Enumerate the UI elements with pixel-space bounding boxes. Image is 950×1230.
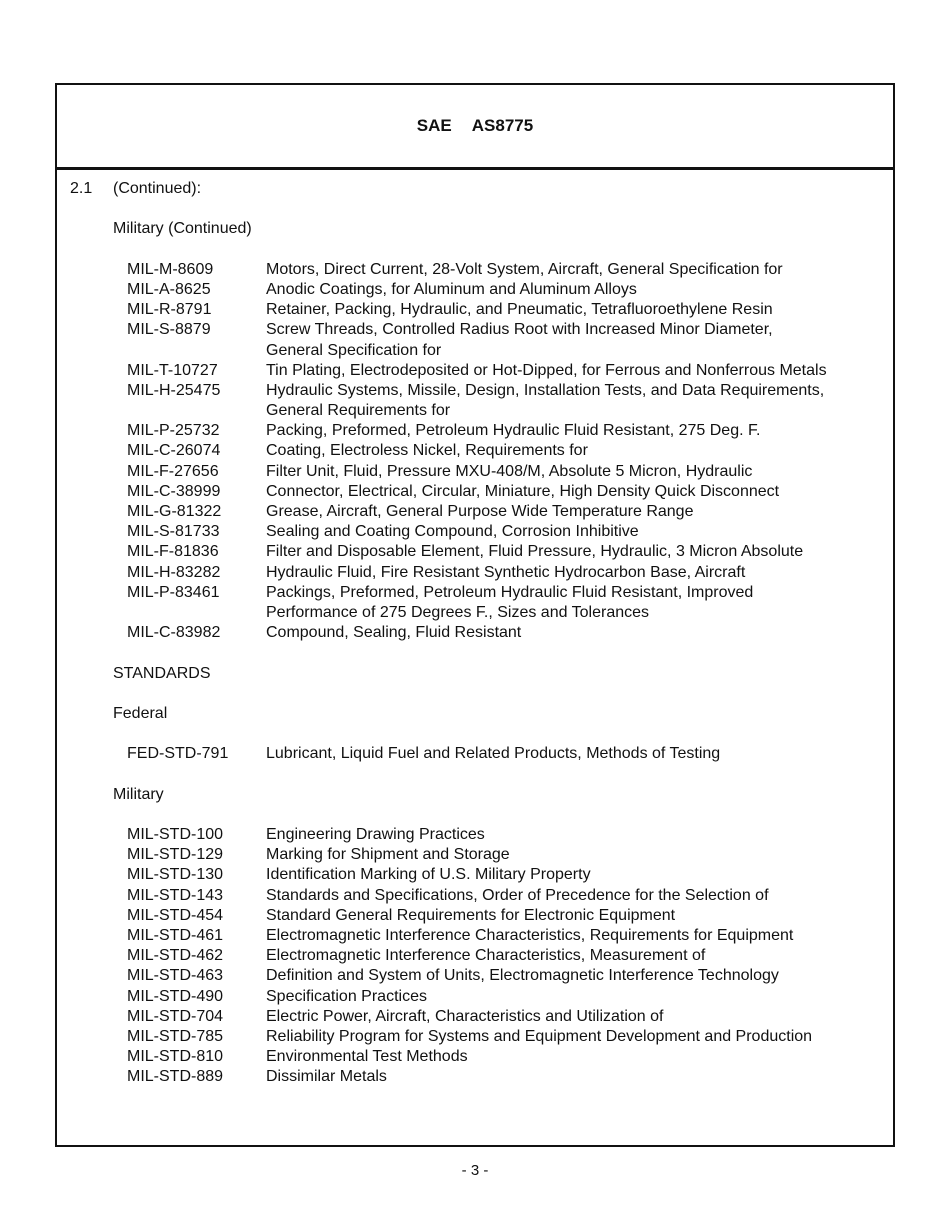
reference-entry [57, 926, 893, 946]
reference-description [266, 623, 893, 643]
reference-code: MIL-STD-785 [127, 1027, 224, 1045]
description-line: Grease, Aircraft, General Purpose Wide Temperature Range [266, 503, 694, 520]
reference-code: MIL-S-81733 [127, 523, 220, 541]
reference-code: MIL-H-25475 [127, 381, 221, 399]
description-line: Marking for Shipment and Storage [266, 846, 510, 864]
description-line: Electric Power, Aircraft, Characteristics and Utilization of [266, 1007, 664, 1025]
reference-description [266, 563, 893, 583]
reference-code: FED-STD-791 [127, 745, 229, 763]
reference-entry [57, 502, 893, 522]
reference-code: MIL-F-27656 [127, 462, 219, 480]
reference-entry [57, 966, 893, 986]
document-body [57, 179, 893, 1087]
description-line: Performance of 275 Degrees F., Sizes and Tolerances [266, 603, 650, 621]
reference-code: MIL-P-83461 [127, 583, 220, 601]
reference-code: MIL-STD-490 [127, 987, 224, 1005]
doc-number: AS8775 [471, 116, 534, 135]
description-line: General Requirements for [266, 402, 451, 420]
reference-code: MIL-H-83282 [127, 563, 221, 581]
reference-entry [57, 1027, 893, 1047]
section-number: 2.1 [70, 180, 93, 197]
federal-standards-list [57, 744, 893, 764]
reference-entry [57, 381, 893, 421]
page-frame [55, 83, 895, 1147]
description-line: Identification Marking of U.S. Military Property [266, 866, 591, 884]
description-line: Sealing and Coating Compound, Corrosion Inhibitive [266, 523, 639, 541]
reference-description [266, 1047, 893, 1067]
military-standards-heading: Military [113, 785, 164, 803]
reference-description [266, 744, 893, 764]
description-line: Motors, Direct Current, 28-Volt System, Aircraft, General Specification for [266, 260, 783, 278]
description-line: Compound, Sealing, Fluid Resistant [266, 624, 522, 642]
reference-description [266, 300, 893, 320]
description-line: Lubricant, Liquid Fuel and Related Products, Methods of Testing [266, 745, 721, 763]
reference-entry [57, 946, 893, 966]
reference-code: MIL-STD-100 [127, 826, 224, 843]
reference-entry [57, 744, 893, 764]
reference-entry [57, 886, 893, 906]
reference-code: MIL-P-25732 [127, 422, 220, 440]
reference-code: MIL-STD-463 [127, 967, 224, 985]
reference-description [266, 441, 893, 461]
reference-code: MIL-S-8879 [127, 321, 211, 339]
reference-description [266, 845, 893, 865]
reference-entry [57, 522, 893, 542]
reference-entry [57, 1007, 893, 1027]
section-label: (Continued): [113, 180, 202, 197]
military-specs-heading: Military (Continued) [113, 220, 252, 238]
reference-entry [57, 906, 893, 926]
military-specs-list [57, 260, 893, 644]
org-name: SAE [416, 116, 452, 135]
reference-description [266, 1067, 893, 1087]
reference-entry [57, 825, 893, 845]
reference-code: MIL-STD-889 [127, 1068, 224, 1086]
military-standards-list [57, 825, 893, 1087]
reference-code: MIL-STD-704 [127, 1007, 224, 1025]
description-line: Electromagnetic Interference Characteristics, Requirements for Equipment [266, 926, 794, 944]
reference-entry [57, 845, 893, 865]
reference-code: MIL-STD-462 [127, 947, 224, 965]
reference-description [266, 1027, 893, 1047]
description-line: Electromagnetic Interference Characteristics, Measurement of [266, 947, 706, 965]
reference-entry [57, 280, 893, 300]
reference-description [266, 906, 893, 926]
description-line: Environmental Test Methods [266, 1048, 468, 1066]
description-line: Tin Plating, Electrodeposited or Hot-Dipped, for Ferrous and Nonferrous Metals [266, 361, 827, 379]
reference-description [266, 421, 893, 441]
reference-code: MIL-G-81322 [127, 503, 222, 520]
section-heading [57, 179, 893, 199]
reference-entry [57, 583, 893, 623]
reference-description [266, 361, 893, 381]
description-line: Packings, Preformed, Petroleum Hydraulic Fluid Resistant, Improved [266, 583, 754, 601]
description-line: Filter and Disposable Element, Fluid Pressure, Hydraulic, 3 Micron Absolute [266, 543, 804, 561]
description-line: Specification Practices [266, 987, 427, 1005]
reference-description [266, 583, 893, 623]
description-line: Coating, Electroless Nickel, Requirements for [266, 442, 588, 460]
reference-description [266, 482, 893, 502]
reference-entry [57, 1047, 893, 1067]
reference-code: MIL-M-8609 [127, 260, 214, 278]
reference-code: MIL-A-8625 [127, 280, 211, 298]
reference-code: MIL-R-8791 [127, 301, 212, 319]
description-line: Screw Threads, Controlled Radius Root with Increased Minor Diameter, [266, 321, 773, 339]
description-line: Filter Unit, Fluid, Pressure MXU-408/M, Absolute 5 Micron, Hydraulic [266, 462, 753, 480]
reference-entry [57, 361, 893, 381]
reference-description [266, 946, 893, 966]
reference-code: MIL-STD-454 [127, 906, 224, 924]
reference-code: MIL-STD-143 [127, 886, 224, 904]
description-line: General Specification for [266, 341, 442, 359]
description-line: Engineering Drawing Practices [266, 826, 485, 843]
reference-entry [57, 482, 893, 502]
reference-entry [57, 563, 893, 583]
reference-code: MIL-STD-129 [127, 846, 224, 864]
reference-description [266, 987, 893, 1007]
description-line: Reliability Program for Systems and Equipment Development and Production [266, 1027, 813, 1045]
reference-entry [57, 542, 893, 562]
description-line: Standard General Requirements for Electronic Equipment [266, 906, 676, 924]
reference-entry [57, 300, 893, 320]
description-line: Retainer, Packing, Hydraulic, and Pneumatic, Tetrafluoroethylene Resin [266, 301, 773, 319]
document-title [417, 116, 533, 136]
reference-entry [57, 421, 893, 441]
description-line: Dissimilar Metals [266, 1068, 387, 1086]
reference-code: MIL-STD-461 [127, 926, 224, 944]
reference-code: MIL-STD-810 [127, 1048, 224, 1066]
standards-heading: STANDARDS [113, 664, 211, 682]
reference-description [266, 381, 893, 421]
page-number: - 3 - [461, 1162, 489, 1179]
reference-description [266, 865, 893, 885]
reference-entry [57, 987, 893, 1007]
reference-description [266, 462, 893, 482]
reference-entry [57, 462, 893, 482]
description-line: Connector, Electrical, Circular, Miniature, High Density Quick Disconnect [266, 482, 780, 500]
reference-entry [57, 260, 893, 280]
reference-code: MIL-STD-130 [127, 866, 224, 884]
reference-code: MIL-C-38999 [127, 482, 221, 500]
reference-description [266, 522, 893, 542]
reference-entry [57, 320, 893, 360]
reference-description [266, 502, 893, 522]
reference-entry [57, 623, 893, 643]
reference-entry [57, 1067, 893, 1087]
description-line: Standards and Specifications, Order of Precedence for the Selection of [266, 886, 769, 904]
reference-description [266, 825, 893, 845]
reference-description [266, 1007, 893, 1027]
page-header [57, 85, 893, 170]
reference-description [266, 320, 893, 360]
reference-code: MIL-F-81836 [127, 543, 219, 561]
description-line: Hydraulic Fluid, Fire Resistant Synthetic Hydrocarbon Base, Aircraft [266, 563, 746, 581]
description-line: Definition and System of Units, Electromagnetic Interference Technology [266, 967, 779, 985]
reference-description [266, 966, 893, 986]
reference-description [266, 260, 893, 280]
description-line: Hydraulic Systems, Missile, Design, Installation Tests, and Data Requirements, [266, 381, 825, 399]
reference-description [266, 886, 893, 906]
reference-code: MIL-T-10727 [127, 361, 218, 379]
reference-description [266, 280, 893, 300]
reference-code: MIL-C-26074 [127, 442, 221, 460]
reference-description [266, 542, 893, 562]
reference-code: MIL-C-83982 [127, 624, 221, 642]
reference-entry [57, 865, 893, 885]
reference-entry [57, 441, 893, 461]
reference-description [266, 926, 893, 946]
description-line: Anodic Coatings, for Aluminum and Aluminum Alloys [266, 280, 637, 298]
federal-heading: Federal [113, 704, 168, 722]
description-line: Packing, Preformed, Petroleum Hydraulic Fluid Resistant, 275 Deg. F. [266, 422, 761, 440]
